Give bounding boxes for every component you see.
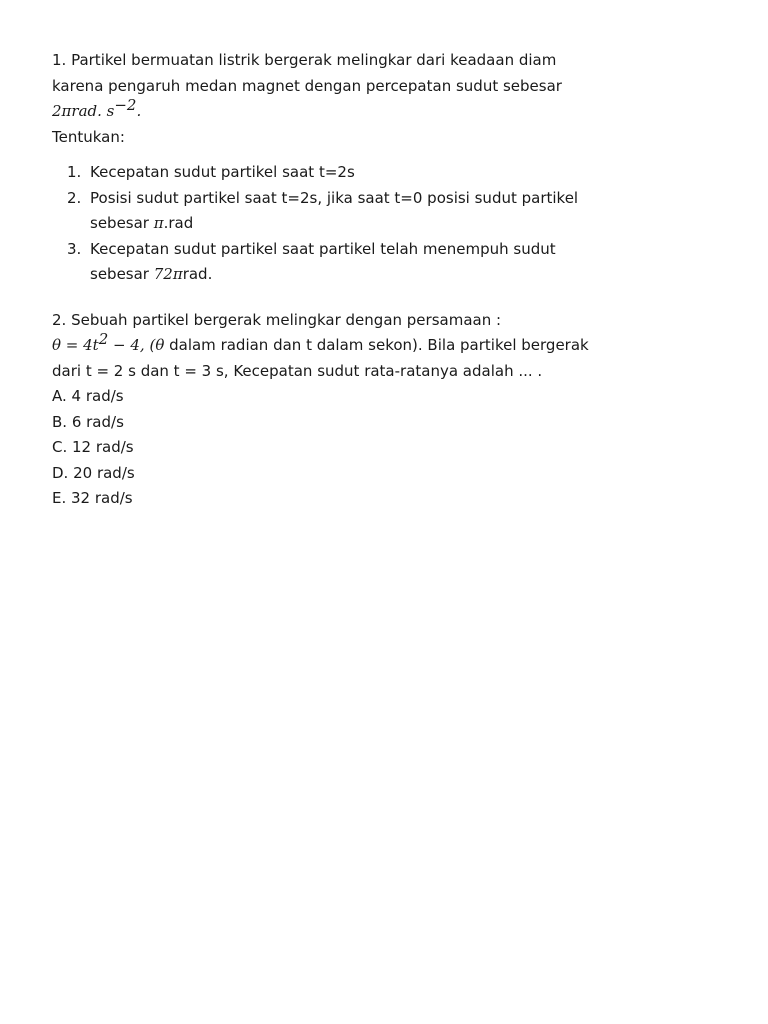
option-c: C. 12 rad/s (52, 438, 134, 456)
equation-lhs: θ = 4t (52, 336, 99, 354)
q2-options (52, 384, 692, 512)
item-prefix: sebesar (90, 214, 154, 232)
q1-tentukan: Tentukan: (52, 127, 125, 146)
item-text: Kecepatan sudut partikel saat partikel telah menempuh sudut (90, 239, 556, 258)
q2-line-1: 2. Sebuah partikel bergerak melingkar dengan persamaan : (52, 310, 502, 329)
q1-sub-questions (52, 160, 692, 288)
option-a: A. 4 rad/s (52, 387, 124, 405)
q1-item-3 (52, 237, 692, 288)
question-1 (52, 48, 692, 288)
item-number: 3. (67, 239, 82, 258)
item-suffix: rad. (182, 265, 213, 283)
angle-number: 72 (153, 265, 173, 283)
q1-intro-line-1: 1. Partikel bermuatan listrik bergerak melingkar dari keadaan diam (52, 51, 557, 69)
q1-item-1 (52, 160, 692, 186)
item-number: 1. (67, 163, 82, 181)
item-prefix: sebesar (90, 265, 154, 283)
theta-symbol: θ (155, 336, 165, 354)
acceleration-suffix: . (136, 102, 142, 120)
q1-intro-line-2: karena pengaruh medan magnet dengan percepatan sudut sebesar (52, 76, 562, 95)
q2-equation-line (52, 330, 692, 359)
pi-symbol: π (153, 214, 164, 232)
item-suffix: .rad (163, 214, 194, 232)
equation-exponent: 2 (98, 330, 109, 348)
item-text-continued (90, 211, 692, 237)
equation-tail: dalam radian dan t dalam sekon). Bila partikel bergerak (164, 336, 589, 354)
item-text: Posisi sudut partikel saat t=2s, jika saat t=0 posisi sudut partikel (90, 188, 579, 207)
equation-rhs: − 4, ( (108, 336, 156, 354)
document-page (52, 48, 692, 512)
item-number: 2. (67, 188, 82, 207)
q1-item-2 (52, 186, 692, 237)
acceleration-exponent: −2 (114, 96, 137, 114)
question-2 (52, 308, 692, 512)
pi-symbol: π (172, 265, 183, 283)
acceleration-value: 2πrad. s (52, 102, 115, 120)
item-text: Kecepatan sudut partikel saat t=2s (90, 163, 355, 181)
item-text-continued (90, 262, 692, 288)
option-d: D. 20 rad/s (52, 463, 135, 482)
option-b: B. 6 rad/s (52, 412, 124, 431)
q2-line-3: dari t = 2 s dan t = 3 s, Kecepatan sudut rata-ratanya adalah ... . (52, 361, 543, 380)
q1-acceleration (52, 96, 692, 125)
option-e: E. 32 rad/s (52, 489, 133, 507)
